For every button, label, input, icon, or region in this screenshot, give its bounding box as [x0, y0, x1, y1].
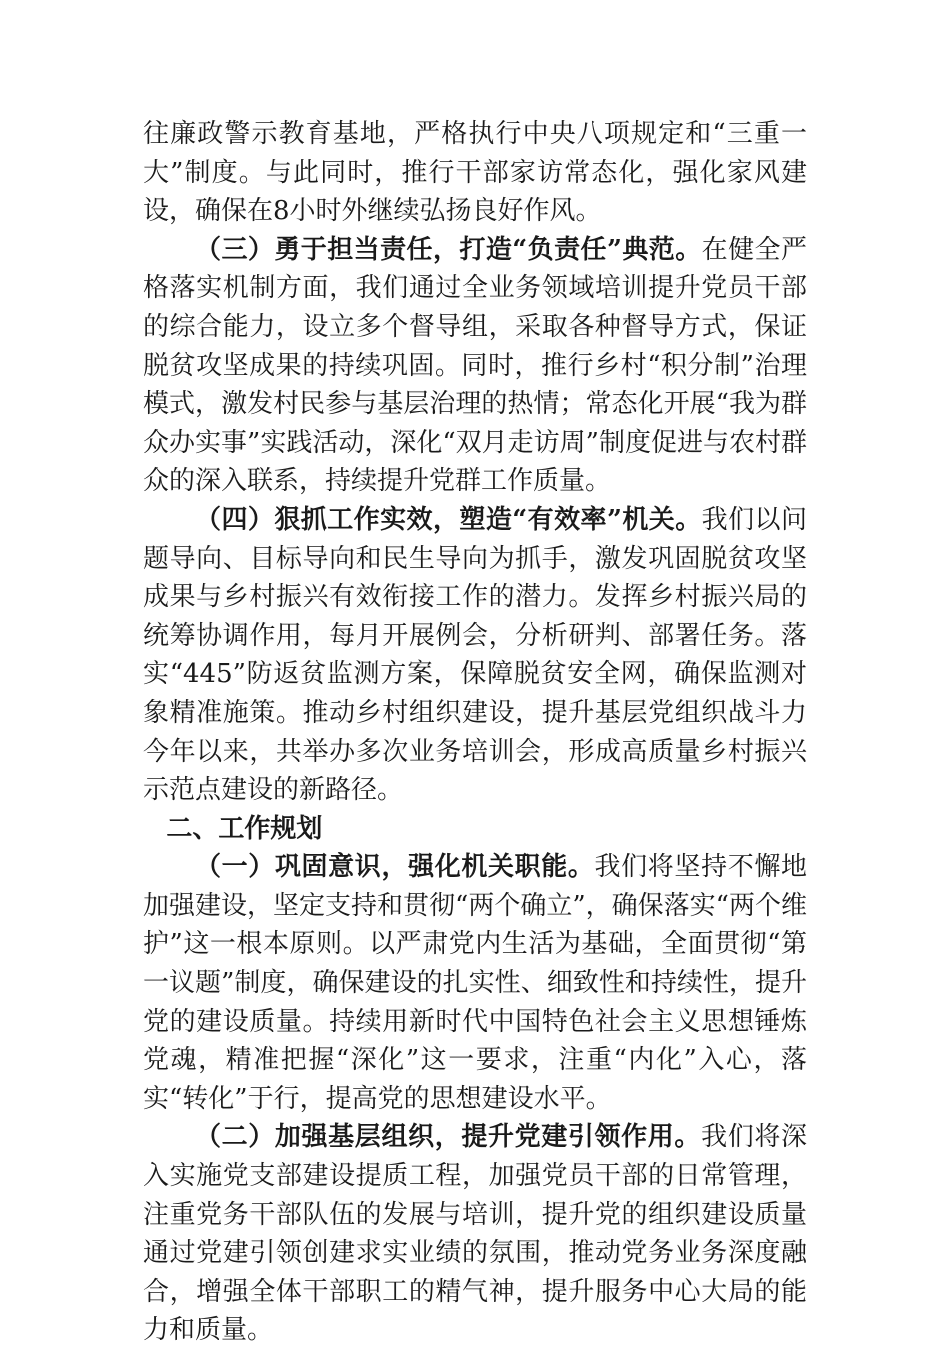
- paragraph-lead: （四）狠抓工作实效，塑造“有效率”机关。: [195, 504, 702, 535]
- document-body: [143, 115, 807, 1350]
- paragraph-body: 我们将坚持不懈地加强建设，坚定支持和贯彻“两个确立”，确保落实“两个维护”这一根本原则。以严肃党内生活为基础，全面贯彻“第一议题”制度，确保建设的扎实性、细致性和持续性，提升党的建设质量。持续用新时代中国特色社会主义思想锤炼党魂，精准把握“深化”这一要求，注重“内化”入心，落实“转化”于行，提高党的思想建设水平。: [143, 852, 807, 1114]
- paragraph-responsibility: [143, 231, 807, 501]
- paragraph-body: 往廉政警示教育基地，严格执行中央八项规定和“三重一大”制度。与此同时，推行干部家访常态化，强化家风建设，确保在8小时外继续弘扬良好作风。: [143, 119, 807, 227]
- paragraph-efficiency: [143, 501, 807, 810]
- paragraph-lead: （二）加强基层组织，提升党建引领作用。: [195, 1122, 702, 1153]
- section-heading-work-plan: 二、工作规划: [166, 813, 323, 844]
- paragraph-body: 在健全严格落实机制方面，我们通过全业务领域培训提升党员干部的综合能力，设立多个督导组，采取各种督导方式，保证脱贫攻坚成果的持续巩固。同时，推行乡村“积分制”治理模式，激发村民参与基层治理的热情；常态化开展“我为群众办实事”实践活动，深化“双月走访周”制度促进与农村群众的深入联系，持续提升党群工作质量。: [143, 234, 807, 497]
- paragraph-body: 我们将深入实施党支部建设提质工程，加强党员干部的日常管理，注重党务干部队伍的发展与培训，提升党的组织建设质量通过党建引领创建求实业绩的氛围，推动党务业务深度融合，增强全体干部职工的精气神，提升服务中心大局的能力和质量。: [143, 1122, 807, 1346]
- paragraph-lead: （三）勇于担当责任，打造“负责任”典范。: [195, 234, 702, 265]
- paragraph-grassroots: [143, 1118, 807, 1350]
- paragraph-lead: （一）巩固意识，强化机关职能。: [195, 852, 595, 883]
- paragraph-body: 我们以问题导向、目标导向和民生导向为抓手，激发巩固脱贫攻坚成果与乡村振兴有效衔接工作的潜力。发挥乡村振兴局的统筹协调作用，每月开展例会，分析研判、部署任务。落实“445”防返贫监测方案，保障脱贫安全网，确保监测对象精准施策。推动乡村组织建设，提升基层党组织战斗力今年以来，共举办多次业务培训会，形成高质量乡村振兴示范点建设的新路径。: [143, 504, 807, 806]
- paragraph-continuation: [143, 115, 807, 231]
- paragraph-consolidate: [143, 848, 807, 1118]
